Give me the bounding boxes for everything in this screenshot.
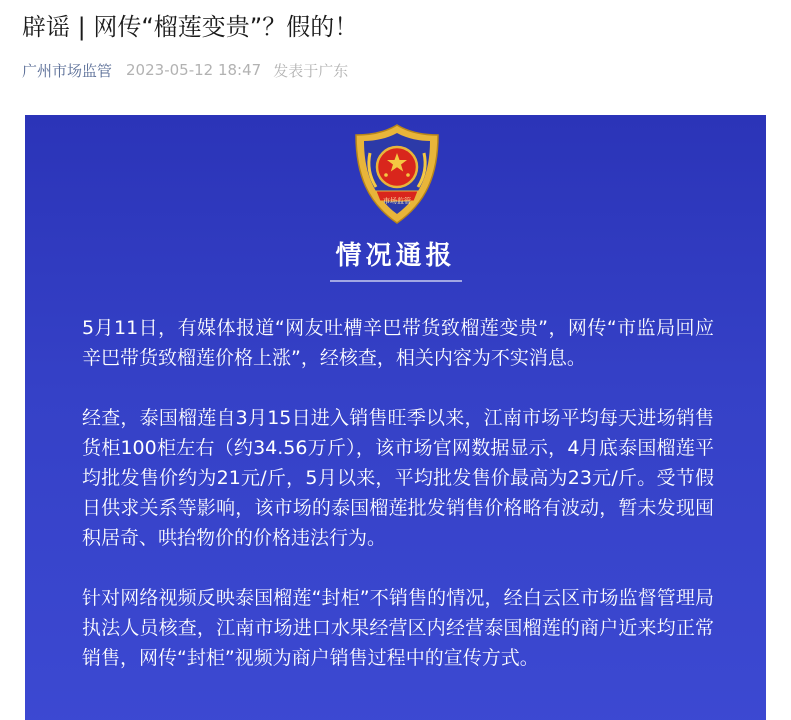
- publish-date: 2023-05-12 18:47: [126, 61, 262, 79]
- publish-location: 发表于广东: [273, 61, 349, 80]
- badge-ribbon-text: 市场监管: [383, 197, 411, 205]
- notice-image: [25, 115, 766, 720]
- heading-underline: [330, 280, 462, 282]
- notice-paragraph-3: 针对网络视频反映泰国榴莲“封柜”不销售的情况，经白云区市场监督管理局执法人员核查，江南市场进口水果经营区内经营泰国榴莲的商户近来均正常销售，网传“封柜”视频为商户销售过程中的宣传方式。: [82, 587, 714, 669]
- notice-heading-text: 情况通报: [335, 241, 456, 271]
- notice-paragraph-1: 5月11日，有媒体报道“网友吐槽辛巴带货致榴莲变贵”，网传“市监局回应辛巴带货致榴莲价格上涨”，经核查，相关内容为不实消息。: [82, 317, 714, 369]
- market-regulation-badge-icon: [352, 123, 442, 225]
- notice-heading: [25, 235, 766, 282]
- notice-body: [82, 313, 714, 703]
- notice-paragraph-2: 经查，泰国榴莲自3月15日进入销售旺季以来，江南市场平均每天进场销售货柜100柜左右（约34.56万斤），该市场官网数据显示，4月底泰国榴莲平均批发售价约为21元/斤，5月以来，平均批发售价最高为23元/斤。受节假日供求关系等影响，该市场的泰国榴莲批发销售价格略有波动，暂未发现囤积居奇、哄抬物价的价格违法行为。: [82, 407, 714, 549]
- account-name-link[interactable]: 广州市场监管: [22, 61, 113, 80]
- article-meta: [22, 58, 360, 82]
- article-title: 辟谣 | 网传“榴莲变贵”？假的！: [22, 13, 359, 41]
